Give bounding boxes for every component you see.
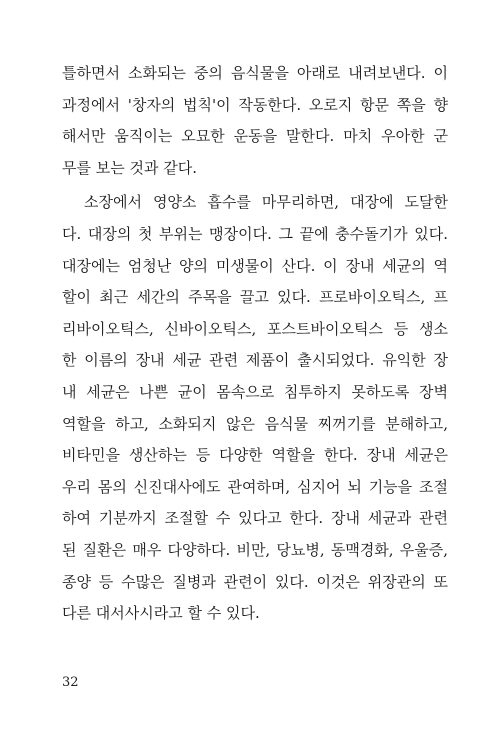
text-line: 비타민을 생산하는 등 다양한 역할을 한다. 장내 세균은 — [62, 446, 448, 465]
text-line: 과정에서 '창자의 법칙'이 작동한다. 오로지 항문 쪽을 향 — [62, 95, 448, 114]
text-line: 한 이름의 장내 세균 관련 제품이 출시되었다. 유익한 장 — [62, 351, 448, 370]
text-line: 하여 기분까지 조절할 수 있다고 한다. 장내 세균과 관련 — [62, 509, 448, 528]
text-line: 할이 최근 세간의 주목을 끌고 있다. 프로바이오틱스, 프 — [62, 288, 448, 307]
text-line: 해서만 움직이는 오묘한 운동을 말한다. 마치 우아한 군 — [62, 127, 448, 146]
text-line: 소장에서 영양소 흡수를 마무리하면, 대장에 도달한 — [84, 193, 448, 212]
text-line: 우리 몸의 신진대사에도 관여하며, 심지어 뇌 기능을 조절 — [62, 477, 448, 496]
body-text — [62, 58, 448, 630]
text-line: 대장에는 엄청난 양의 미생물이 산다. 이 장내 세균의 역 — [62, 256, 448, 275]
text-line: 다른 대서사시라고 할 수 있다. — [62, 604, 260, 623]
text-line: 역할을 하고, 소화되지 않은 음식물 찌꺼기를 분해하고, — [62, 414, 448, 433]
page-number: 32 — [62, 675, 79, 690]
text-line: 무를 보는 것과 같다. — [62, 158, 197, 177]
text-line: 리바이오틱스, 신바이오틱스, 포스트바이오틱스 등 생소 — [62, 319, 448, 338]
text-line: 다. 대장의 첫 부위는 맹장이다. 그 끝에 충수돌기가 있다. — [62, 224, 448, 243]
text-line: 내 세균은 나쁜 균이 몸속으로 침투하지 못하도록 장벽 — [62, 382, 448, 401]
text-line: 된 질환은 매우 다양하다. 비만, 당뇨병, 동맥경화, 우울증, — [62, 540, 448, 559]
text-line: 틀하면서 소화되는 중의 음식물을 아래로 내려보낸다. 이 — [62, 64, 448, 82]
text-line: 종양 등 수많은 질병과 관련이 있다. 이것은 위장관의 또 — [62, 572, 448, 591]
paragraph-2 — [62, 187, 448, 629]
paragraph-1 — [62, 58, 448, 184]
